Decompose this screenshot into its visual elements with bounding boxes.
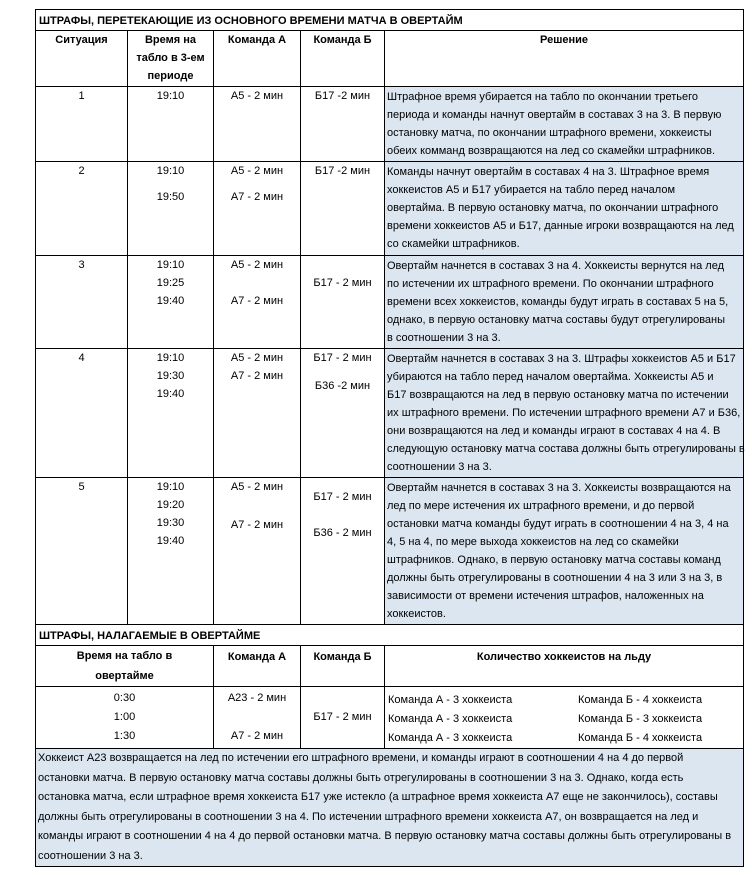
overtime-note-row xyxy=(36,749,744,867)
decision-line: хоккеистов. xyxy=(387,608,446,620)
decision-line: времени хоккеистов А5 и Б17, данные игроки возвращаются на лед xyxy=(387,220,734,232)
penalty-a: А7 - 2 мин xyxy=(230,519,284,531)
team-b-cell xyxy=(301,687,385,749)
note-line: команды играют в соотношении 4 на 4 до первой остановки матча. В первую остановку матча составы должны быть отрегулированы в xyxy=(38,830,732,842)
decision-line: со скамейки штрафников. xyxy=(387,238,520,250)
decision-cell xyxy=(385,478,744,625)
time-cell xyxy=(128,349,214,478)
decision-line: обеих комманд возвращаются на лед со скамейки штрафников. xyxy=(387,145,716,157)
team-a-cell xyxy=(214,162,301,256)
time-value: 1:00 xyxy=(113,711,136,723)
count-row xyxy=(388,729,740,748)
decision-line: должны быть отрегулированы в соотношении 4 на 3 или 3 на 3, в xyxy=(387,572,723,584)
penalty-b: Б17 - 2 мин xyxy=(313,491,372,503)
header-time xyxy=(128,31,214,87)
time-cell xyxy=(128,87,214,162)
time-value: 1:30 xyxy=(113,730,136,742)
header-time-line: Время на табло в xyxy=(76,650,173,662)
time-value: 19:40 xyxy=(156,295,185,307)
header-overtime-time xyxy=(36,646,214,687)
note-line: должны быть отрегулированы в соотношении 3 на 4. По истечении штрафного времени хоккеиста А7, он возвращается на лед и xyxy=(38,810,699,823)
table-row xyxy=(36,478,744,625)
decision-line: их штрафного времени. По истечении штрафного времени А7 и Б36, xyxy=(387,407,741,419)
time-cell xyxy=(128,256,214,349)
header-team-b: Команда Б xyxy=(301,31,385,87)
penalty-b: Б36 - 2 мин xyxy=(313,527,372,539)
decision-line: штрафников. Однако, в первую остановку матча составы команд xyxy=(387,554,721,566)
penalty-a: А23 - 2 мин xyxy=(227,692,287,704)
team-a-cell xyxy=(214,87,301,162)
penalty-a: А5 - 2 мин xyxy=(230,481,284,493)
penalty-a: А5 - 2 мин xyxy=(230,90,284,102)
team-b-cell xyxy=(301,162,385,256)
penalty-b: Б36 -2 мин xyxy=(314,380,371,392)
situation-number: 3 xyxy=(36,256,128,349)
time-value: 19:10 xyxy=(156,90,185,102)
time-value: 19:40 xyxy=(156,388,185,400)
header-team-a: Команда А xyxy=(214,646,301,687)
note-line: остановка матча, если штрафное время хоккеиста Б17 уже истекло (а штрафное время хоккеиста А7 еще не закончилось), составы xyxy=(38,791,718,803)
count-team-b: Команда Б - 4 хоккеиста xyxy=(578,694,703,706)
team-a-cell xyxy=(214,349,301,478)
document xyxy=(35,9,743,867)
situation-number: 1 xyxy=(36,87,128,162)
decision-line: Овертайм начнется в составах 3 на 3. Хоккеисты возвращаются на xyxy=(387,482,731,494)
time-value: 19:30 xyxy=(156,370,185,382)
situation-number: 2 xyxy=(36,162,128,256)
time-value: 19:10 xyxy=(156,259,185,271)
time-value: 19:10 xyxy=(156,481,185,493)
decision-line: убираются на табло перед началом овертайма. Хоккеисты А5 и xyxy=(387,371,714,383)
player-count-cell xyxy=(385,687,744,749)
decision-line: остановки матча команды будут играть в соотношении 4 на 3, 4 на xyxy=(387,518,729,530)
decision-cell xyxy=(385,256,744,349)
count-row xyxy=(388,710,740,729)
header-team-b: Команда Б xyxy=(301,646,385,687)
note-line: Хоккеист А23 возвращается на лед по истечении его штрафного времени, и команды играют в соотношении 4 на 4 до первой xyxy=(38,752,684,764)
decision-line: времени всех хоккеистов, команды будут играть в составах 5 на 5, xyxy=(387,296,729,308)
decision-line: Штрафное время убирается на табло по окончании третьего xyxy=(387,91,699,103)
overtime-time-cell xyxy=(36,687,214,749)
decision-line: Овертайм начнется в составах 3 на 4. Хоккеисты вернутся на лед xyxy=(387,260,724,272)
penalty-a: А7 - 2 мин xyxy=(230,191,284,203)
penalty-b: Б17 -2 мин xyxy=(314,165,371,177)
penalty-a xyxy=(214,708,300,727)
header-situation: Ситуация xyxy=(36,31,128,87)
overtime-note xyxy=(36,749,744,867)
decision-line: Овертайм начнется в составах 3 на 3. Штрафы хоккеистов А5 и Б17 xyxy=(387,353,736,365)
penalty-b: Б17 - 2 мин xyxy=(313,277,372,289)
decision-line: Б17 возвращаются на лед в первую остановку матча по истечении xyxy=(387,389,729,401)
time-cell xyxy=(128,162,214,256)
penalty-b xyxy=(301,727,384,746)
penalty-a: А7 - 2 мин xyxy=(230,370,284,382)
decision-line: лед по мере истечения их штрафного времени, и до первой xyxy=(387,500,695,512)
header-time-line: табло в 3-ем xyxy=(136,52,205,64)
decision-line: соотношении 3 на 3. xyxy=(387,461,492,473)
situation-number: 5 xyxy=(36,478,128,625)
team-a-cell xyxy=(214,687,301,749)
penalty-b: Б17 - 2 мин xyxy=(313,352,372,364)
team-b-cell xyxy=(301,256,385,349)
count-team-a: Команда А - 3 хоккеиста xyxy=(388,713,513,725)
team-a-cell xyxy=(214,478,301,625)
count-team-b: Команда Б - 4 хоккеиста xyxy=(578,732,703,744)
time-value: 19:25 xyxy=(156,277,185,289)
note-line: остановки матча. В первую остановку матча составы должны быть отрегулированы в соотношении 3 на 3. Однако, когда есть xyxy=(38,771,684,784)
penalty-a: А7 - 2 мин xyxy=(230,295,284,307)
decision-line: хоккеистов А5 и Б17 убирается на табло перед началом xyxy=(387,184,676,196)
header-time-line: овертайме xyxy=(95,670,154,682)
count-team-a: Команда А - 3 хоккеиста xyxy=(388,732,513,744)
time-value: 19:50 xyxy=(156,191,185,203)
count-row xyxy=(388,691,740,710)
penalty-b xyxy=(301,689,384,708)
decision-line: остановку матча, по окончании штрафного времени, хоккеисты xyxy=(387,127,712,139)
time-value: 19:40 xyxy=(156,535,185,547)
section2-title: ШТРАФЫ, НАЛАГАЕМЫЕ В ОВЕРТАЙМЕ xyxy=(36,625,744,646)
note-line: соотношении 3 на 3. xyxy=(38,849,143,862)
team-b-cell xyxy=(301,349,385,478)
penalty-a: А7 - 2 мин xyxy=(230,730,284,742)
header-time-line: Время на xyxy=(144,34,196,46)
penalty-a: А5 - 2 мин xyxy=(230,259,284,271)
section2-header-row xyxy=(36,646,744,687)
table-row xyxy=(36,162,744,256)
decision-line: они возвращаются на лед и команды играют в составах 4 на 4. В xyxy=(387,425,721,437)
decision-line: 4, 5 на 4, по мере выхода хоккеистов на лед со скамейки xyxy=(387,536,679,548)
header-team-a: Команда А xyxy=(214,31,301,87)
time-value: 19:30 xyxy=(156,517,185,529)
section1-title: ШТРАФЫ, ПЕРЕТЕКАЮЩИЕ ИЗ ОСНОВНОГО ВРЕМЕНИ МАТЧА В ОВЕРТАЙМ xyxy=(36,10,744,31)
decision-line: зависимости от времени истечения штрафов, наложенных на xyxy=(387,590,704,602)
decision-line: овертайма. В первую остановку матча, по окончании штрафного xyxy=(387,202,719,214)
decision-line: в соотношении 3 на 3. xyxy=(387,332,501,344)
count-team-a: Команда А - 3 хоккеиста xyxy=(388,694,513,706)
count-team-b: Команда Б - 3 хоккеиста xyxy=(578,713,703,725)
table-row xyxy=(36,349,744,478)
team-b-cell xyxy=(301,87,385,162)
table-row xyxy=(36,256,744,349)
decision-line: Команды начнут овертайм в составах 4 на 3. Штрафное время xyxy=(387,166,710,178)
header-decision: Решение xyxy=(385,31,744,87)
decision-cell xyxy=(385,349,744,478)
time-value: 19:20 xyxy=(156,499,185,511)
team-b-cell xyxy=(301,478,385,625)
header-player-count: Количество хоккеистов на льду xyxy=(385,646,744,687)
time-value: 19:10 xyxy=(156,165,185,177)
decision-line: однако, в первую остановку матча составы будут отрегулированы xyxy=(387,314,726,326)
decision-line: следующую остановку матча состава должны быть отрегулированы в xyxy=(387,443,745,455)
penalty-b: Б17 - 2 мин xyxy=(313,711,372,723)
time-value: 19:10 xyxy=(156,352,185,364)
overtime-penalties-table xyxy=(35,9,744,867)
time-cell xyxy=(128,478,214,625)
penalty-a: А5 - 2 мин xyxy=(230,352,284,364)
header-time-line: периоде xyxy=(147,70,194,82)
penalty-b: Б17 -2 мин xyxy=(314,90,371,102)
situation-number: 4 xyxy=(36,349,128,478)
decision-cell xyxy=(385,162,744,256)
decision-cell xyxy=(385,87,744,162)
team-a-cell xyxy=(214,256,301,349)
decision-line: периода и команды начнут овертайм в составах 3 на 3. В первую xyxy=(387,109,722,121)
table-row xyxy=(36,687,744,749)
time-value: 0:30 xyxy=(113,692,136,704)
table-row xyxy=(36,87,744,162)
decision-line: по истечении их штрафного времени. По окончании штрафного xyxy=(387,278,714,290)
penalty-a: А5 - 2 мин xyxy=(230,165,284,177)
section1-header-row xyxy=(36,31,744,87)
